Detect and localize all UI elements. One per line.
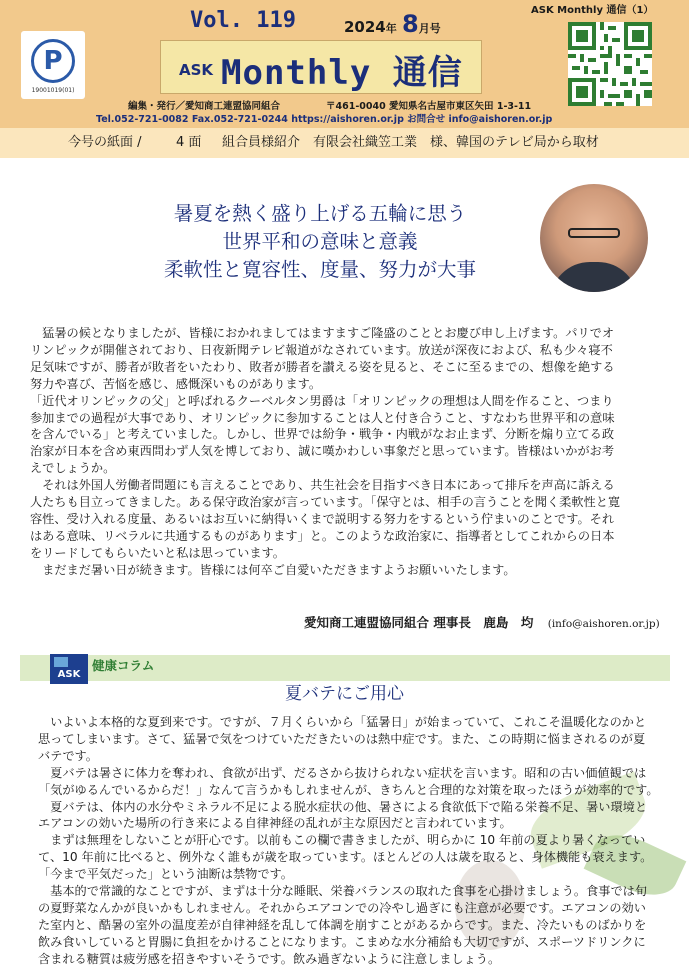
text-line: 含まれる糖質は疲労感を招きやすいそうです。飲み過ぎないように注意しましょう。 [38, 951, 501, 966]
title-ask: ASK [179, 61, 214, 79]
toc-page: 4 面 [176, 135, 202, 150]
text-line: 「気がゆるんでいるからだ！」なんて言うかもしれませんが、きちんと合理的な対策を取ったほうが効率的です。 [38, 782, 659, 797]
text-line: 思ってしまいます。さて、猛暑で気をつけていただきたいのは熱中症です。また、この時期に悩まされるのが夏 [38, 731, 646, 746]
newsletter-title [160, 40, 482, 94]
ask-logo: ASK [50, 654, 88, 684]
article-headline: 暑夏を熱く盛り上げる五輪に思う 世界平和の意味と意義 柔軟性と寛容性、度量、努力が大事 [163, 202, 476, 281]
text-line: 「近代オリンピックの父」と呼ばれるクーベルタン男爵は「オリンピックの理想は人間を作ること、つまり [30, 393, 614, 408]
issue-date: 2024年 8月号 [344, 10, 441, 38]
text-line: リンピックが開催されており、日夜新聞テレビ報道がなされています。放送が深夜におよび、私も少々寝不 [30, 342, 613, 357]
column-title: 夏バテにご用心 [285, 684, 404, 704]
toc-label: 今号の紙面 / [68, 135, 142, 150]
text-line: バテです。 [38, 748, 98, 763]
text-line: 夏バテは暑さに体力を奪われ、食欲が出ず、だるさから抜けられない症状を言います。昭和の古い価値観では [38, 765, 647, 780]
text-line: た室内と、酷暑の室外の温度差が自律神経を乱して体調を崩すことがあるからです。また、冷たいものばかりを [38, 917, 647, 932]
text-line: を含んでいる」と考えていました。しかし、世界では紛争・戦争・内戦がなお止まず、分断を煽り立てる政 [30, 427, 615, 442]
text-line: それは外国人労働者問題にも言えることであり、共生社会を目指すべき日本にあって排斥を声高に訴える [30, 478, 615, 493]
text-line: 治家が日本を含め東西問わず人気を博しており、誠に嘆かわしい事象だと思っています。皆様はいかがお考 [30, 444, 615, 459]
signature-email[interactable]: (info@aishoren.or.jp) [547, 618, 660, 630]
text-line: 参加までの過程が大事であり、オリンピックに参加することは人と付き合うこと、すなわち世界平和の意味 [30, 410, 615, 425]
column-label: 健康コラム [92, 658, 155, 673]
text-line: いよいよ本格的な夏到来です。ですが、７月くらいから「猛暑日」が始まっていて、これこそ温暖化なのかと [38, 715, 647, 729]
text-line: 夏バテは、体内の水分やミネラル不足による脱水症状の他、暑さによる食欲低下で陥る栄養不足、暑い環境と [38, 799, 648, 814]
text-line: 猛暑の候となりましたが、皆様におかれましてはますますご隆盛のこととお慶び申し上げます。パリでオ [30, 326, 615, 340]
text-line: まずは無理をしないことが肝心です。以前もこの欄で書きましたが、明らかに 10 年前の夏より暑くなってい [38, 833, 646, 848]
article-signature: 愛知商工連盟協同組合 理事長 鹿島 均 (info@aishoren.or.jp) [304, 615, 660, 630]
qr-code-icon[interactable] [568, 22, 652, 106]
contact-info: Tel.052-721-0082 Fax.052-721-0244 https://aishoren.or.jp お問合せ info@aishoren.or.jp [96, 114, 553, 125]
text-line: 努力や喜び、苦悩を感じ、感慨深いものがあります。 [30, 376, 322, 391]
text-line: はある意味、リベラルに共通するものがあります」と。このような政治家に、指導者としてこれからの日本 [30, 528, 615, 543]
text-line: 基本的で常識的なことですが、まずは十分な睡眠、栄養バランスの取れた食事を心掛けましょう。食事では旬 [38, 884, 648, 898]
text-line: て、10 年前に比べると、例外なく誰もが歳を取っています。ほとんどの人は歳を取ると、身体機能も衰えます。 [38, 850, 653, 865]
text-line: 足気味ですが、勝者が敗者をいたわり、敗者が勝者を讃える姿を見ると、そこに至るまでの、想像を絶する [30, 359, 615, 374]
text-line: まだまだ暑い日が続きます。皆様には何卒ご自愛いただきますようお願いいたします。 [30, 562, 516, 577]
text-line: エアコンの効いた場所の行き来による自律神経の乱れが主な原因だと言われています。 [38, 816, 512, 831]
text-line: をリードしてもらいたいと私は思っています。 [30, 545, 285, 560]
text-line: 飲み食いしていると胃腸に負担をかけることになります。こまめな水分補給も大切ですが、スポーツドリンクに [38, 934, 646, 949]
toc-item[interactable]: 組合員様紹介 有限会社織笠工業 様、韓国のテレビ局から取材 [222, 135, 599, 150]
volume-number: Vol. 119 [190, 8, 296, 33]
text-line: えでしょうか。 [30, 461, 116, 476]
text-line: 「今まで平気だった」という油断は禁物です。 [38, 867, 293, 882]
address: 〒461-0040 愛知県名古屋市東区矢田 1-3-11 [326, 101, 532, 112]
text-line: 容性、受け入れる度量、あるいはお互いに納得いくまで説明する努力をするという佇まいのことです。それ [30, 511, 615, 526]
publisher-info: 編集・発行／愛知商工連盟協同組合 〒461-0040 愛知県名古屋市東区矢田 1-3-11 [128, 98, 280, 112]
privacy-mark-number: 19001019(01) [31, 87, 75, 94]
masthead [0, 0, 689, 128]
privacy-mark-logo: P 19001019(01) [21, 31, 85, 99]
title-main: Monthly 通信 [221, 53, 463, 93]
text-line: 人たちも目立ってきました。ある保守政治家が言っています。「保守とは、相手の言うことを聞く柔軟性と寛 [30, 495, 621, 509]
toc-bar [0, 128, 689, 158]
page-issue-label: ASK Monthly 通信（1） [531, 5, 654, 16]
text-line: の夏野菜なんかが良いかもしれません。それからエアコンでの冷やし過ぎにも注意が必要です。エアコンの効い [38, 900, 646, 915]
author-photo [540, 184, 648, 292]
